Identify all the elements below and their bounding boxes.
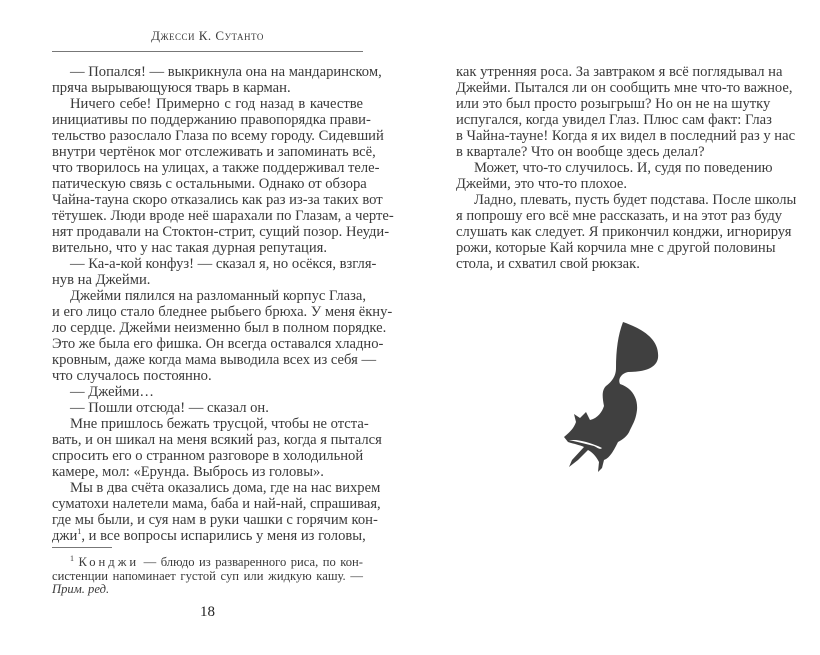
text-line: в Чайна-тауне! Когда я их видел в последний раз у нас [456,128,796,144]
text-line: где мы были, и суя нам в руки чашки с горячим кон- [52,512,378,528]
text-line: нув на Джейми. [52,272,151,288]
header-rule [52,51,363,52]
text-line: или это был просто розыгрыш? Но он не на шутку [456,96,771,112]
footnote-rule [52,547,112,548]
text-line: нят продавали на Стоктон-стрит, сущий позор. Неуди- [52,224,390,240]
text-line [52,527,366,544]
footnote-text: систенции напоминает густой суп или жидкую кашу. — [52,568,363,583]
text-line: Джейми пялился на разломанный корпус Глаза, [70,288,366,304]
text-line: Может, что-то случилось. И, судя по поведению [474,160,773,176]
footnote-text: — блюдо из разваренного риса, по кон- [139,555,363,569]
footnote-term: Конджи [78,555,140,569]
text-fragment: джи [52,528,78,544]
footnote-reference[interactable]: 1 [77,527,82,537]
text-line: я попрошу его всё мне рассказать, и на этот раз буду [456,208,783,224]
footnote-editor-note: Прим. ред. [52,582,110,596]
text-line: — Попался! — выкрикнула она на мандаринском, [70,64,382,80]
text-line: слушать как следует. Я прикончил конджи, игнорируя [456,224,792,240]
text-line: Ничего себе! Примерно с год назад в качестве [70,96,363,112]
text-line: Джейми, это что-то плохое. [456,176,628,192]
text-line: Это же была его фишка. Он всегда оставался хладно- [52,336,384,352]
text-line: что творилось на улицах, а также поддерживал теле- [52,160,380,176]
text-line: рожи, которые Кай корчила мне с другой половины [456,240,776,256]
text-line: спросить его о странном разговоре в холодильной [52,448,364,464]
text-line: и его лицо стало бледнее рыбьего брюха. У меня ёкну- [52,304,393,320]
text-line: вительно, что у нас такая дурная репутация. [52,240,328,256]
text-line: Мы в два счёта оказались дома, где на нас вихрем [70,480,381,496]
text-line: внутри чертёнок мог отслеживать и запоминать всё, [52,144,376,160]
text-line: — Ка-а-кой конфуз! — сказал я, но осёкся, взгля- [70,256,377,272]
text-line: — Джейми… [70,384,155,400]
text-line: тётушек. Люди вроде неё шарахали по Глазам, а черте- [52,208,394,224]
text-line: Джейми. Пытался ли он сообщить мне что-то важное, [456,80,793,96]
footnote [52,553,363,597]
text-line: ло сердце. Джейми неизменно был в полном порядке. [52,320,387,336]
text-line: инициативы по поддержанию правопорядка прави- [52,112,371,128]
text-line: Мне пришлось бежать трусцой, чтобы не отста- [70,416,369,432]
text-line: суматохи налетели мама, баба и най-най, спрашивая, [52,496,381,512]
left-page-text [52,64,394,544]
text-line: испугался, когда увидел Глаз. Плюс сам факт: Глаз [456,112,772,128]
text-line: кровным, даже когда мама выводила всех из себя — [52,352,377,368]
right-page-text [456,64,797,272]
text-line: тельство разослало Глаза по всему городу. Сидевший [52,128,384,144]
text-line: вать, и он шикал на меня всякий раз, когда я пытался [52,432,382,448]
text-line: — Пошли отсюда! — сказал он. [70,400,269,416]
text-line: в квартале? Что он вообще здесь делал? [456,144,705,160]
text-fragment: , и все вопросы испарились у меня из головы, [81,528,366,544]
fox-silhouette [564,322,658,472]
text-line: как утренняя роса. За завтраком я всё поглядывал на [456,64,783,80]
text-line: камере, мол: «Ерунда. Выбрось из головы». [52,464,324,480]
page-number: 18 [200,604,215,620]
text-line: пряча вырывающуюся тварь в карман. [52,80,291,96]
text-line: что случалось постоянно. [52,368,212,384]
text-line: Ладно, плевать, пусть будет подстава. После школы [474,192,797,208]
text-line: стола, и схватил свой рюкзак. [456,256,640,272]
footnote-mark: 1 [70,553,74,563]
text-line: патическую связь с остальными. Однако от обзора [52,176,367,192]
fox-illustration [540,310,680,510]
running-header: Джесси К. Сутанто [151,28,264,43]
text-line: Чайна-тауна скоро отказались как раз из-за таких вот [52,192,383,208]
